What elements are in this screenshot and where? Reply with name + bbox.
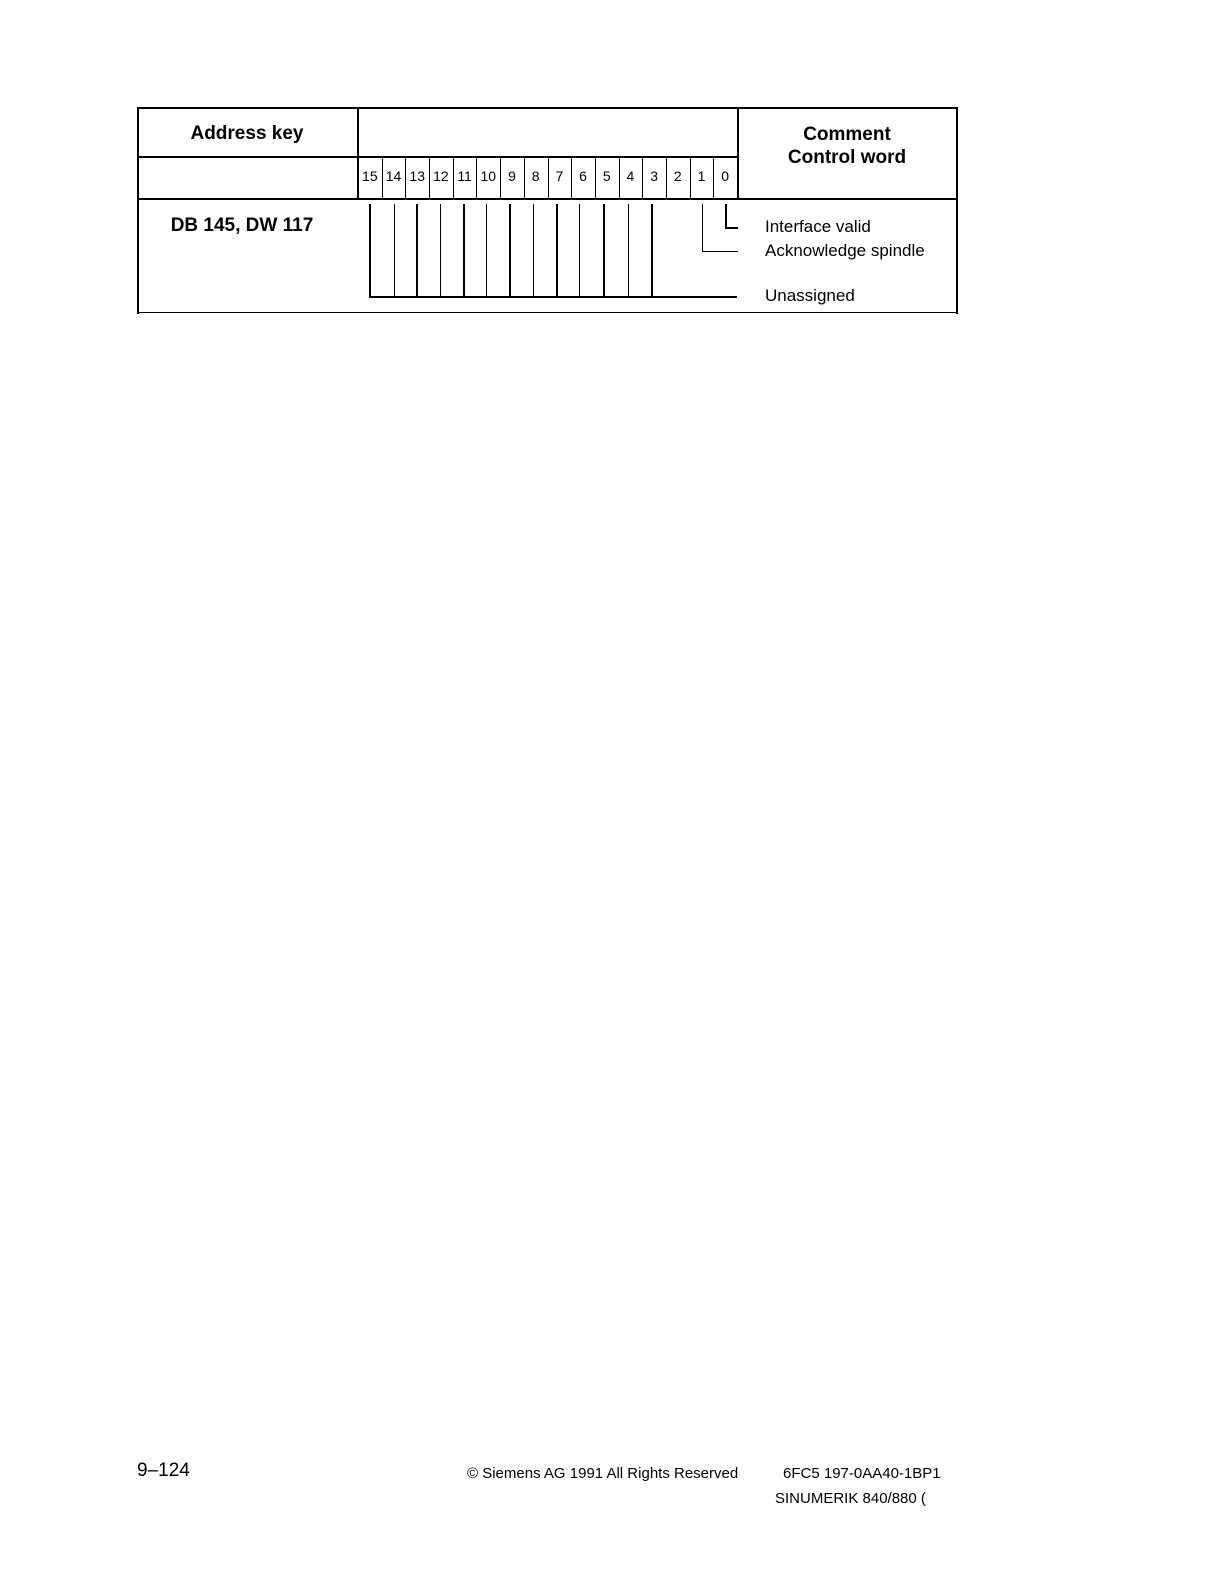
bit-label-8: 8	[531, 168, 540, 184]
copyright-notice: © Siemens AG 1991 All Rights Reserved	[467, 1465, 739, 1482]
bit-label-9: 9	[508, 168, 516, 184]
unassigned-bit-leader	[463, 204, 465, 297]
bit1-leader-vertical	[702, 204, 703, 252]
unassigned-bit-leader	[533, 204, 534, 297]
comment-header-line1: Comment	[803, 124, 891, 145]
bit-cell-divider	[571, 157, 572, 199]
bit-label-5: 5	[602, 168, 611, 184]
bit-cell-divider	[642, 157, 643, 199]
bit-label-14: 14	[385, 168, 402, 184]
bit-label-1: 1	[697, 168, 706, 184]
address-value: DB 145, DW 117	[170, 215, 314, 236]
bit-label-15: 15	[362, 168, 378, 184]
unassigned-bit-leader	[509, 204, 511, 297]
bit-cell-divider	[713, 157, 714, 199]
bit-label-11: 11	[457, 168, 472, 184]
bit-cell-divider	[690, 157, 691, 199]
product-name: SINUMERIK 840/880 (	[775, 1490, 926, 1507]
bit-cell-divider	[595, 157, 596, 199]
comment-interface-valid: Interface valid	[765, 217, 871, 236]
bit-cell-divider	[382, 157, 383, 199]
bit-label-7: 7	[555, 168, 564, 184]
bit-cell-divider	[548, 157, 549, 199]
order-number: 6FC5 197-0AA40-1BP1	[783, 1465, 941, 1482]
bit-label-10: 10	[480, 168, 497, 184]
comment-column-divider	[737, 107, 739, 199]
bit-label-2: 2	[673, 168, 682, 184]
bit-label-0: 0	[721, 168, 730, 184]
bit-cell-divider	[476, 157, 477, 199]
unassigned-leader-bus	[369, 296, 737, 298]
bit-cell-divider	[429, 157, 430, 199]
unassigned-bit-leader	[394, 204, 395, 297]
unassigned-bit-leader	[486, 204, 487, 297]
unassigned-bit-leader	[416, 204, 418, 297]
comment-header-line2: Control word	[787, 147, 907, 168]
table-top-border	[137, 107, 958, 109]
bit1-leader-horizontal	[702, 251, 738, 252]
unassigned-bit-leader	[579, 204, 580, 297]
table-bottom-border	[137, 312, 958, 313]
bit-cell-divider	[666, 157, 667, 199]
unassigned-bit-leader	[369, 204, 371, 297]
table-right-border	[956, 107, 958, 314]
unassigned-bit-leader	[556, 204, 558, 297]
unassigned-bit-leader	[603, 204, 605, 297]
unassigned-bit-leader	[440, 204, 441, 297]
bit0-leader-horizontal	[725, 227, 738, 229]
unassigned-bit-leader	[651, 204, 653, 297]
address-key-header: Address key	[190, 123, 304, 144]
comment-unassigned: Unassigned	[765, 286, 855, 305]
bit0-leader-vertical	[725, 204, 727, 228]
bit-label-4: 4	[626, 168, 635, 184]
bit-label-3: 3	[650, 168, 658, 184]
bit-cell-divider	[619, 157, 620, 199]
page-number: 9–124	[137, 1460, 190, 1481]
bit-cell-divider	[524, 157, 525, 199]
bit-label-13: 13	[409, 168, 425, 184]
header-row-divider	[137, 156, 738, 158]
bit-label-6: 6	[579, 168, 587, 184]
bit-cell-divider	[405, 157, 406, 199]
bit-label-12: 12	[433, 168, 449, 184]
bit-cell-divider	[500, 157, 501, 199]
comment-acknowledge-spindle: Acknowledge spindle	[765, 241, 925, 260]
comment-header	[740, 123, 954, 169]
unassigned-bit-leader	[628, 204, 629, 297]
bit-cell-divider	[453, 157, 454, 199]
